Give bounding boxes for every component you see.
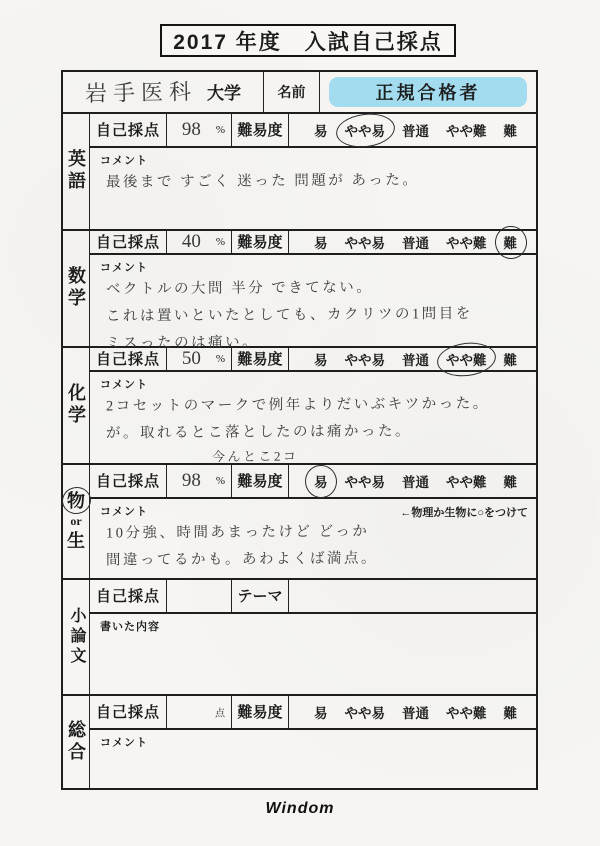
difficulty-option: 普通 — [402, 352, 429, 368]
difficulty-option: 難 — [503, 705, 517, 721]
score-cell — [167, 114, 232, 146]
subject-circled-physics: 物 — [67, 491, 85, 512]
subject-text: 総合 — [66, 719, 86, 764]
comment-insertion-handwritten: 今んとこ2コ — [211, 448, 299, 464]
subject-label-english — [63, 114, 90, 229]
difficulty-option: 易 — [314, 123, 328, 139]
score-value-handwritten: 98 — [181, 118, 201, 140]
comment-handwritten: 2コセットのマークで例年よりだいぶキツかった。 — [105, 395, 490, 415]
score-row — [90, 114, 536, 148]
difficulty-option: やや難 — [446, 235, 487, 251]
difficulty-option: 易 — [314, 705, 328, 721]
comment-label: コメント — [100, 736, 148, 749]
difficulty-option: やや難 — [446, 474, 487, 490]
self-score-label: 自己採点 — [90, 348, 167, 370]
subject-label-total — [63, 696, 90, 788]
comment-handwritten: 最後まで すごく 迷った 問題が あった。 — [105, 171, 420, 191]
result-badge: 正規合格者 — [329, 77, 527, 107]
score-unit: % — [215, 352, 225, 365]
difficulty-option: やや難 — [445, 349, 488, 369]
difficulty-option: 難 — [503, 474, 517, 490]
subject-text: 小論文 — [68, 606, 85, 667]
difficulty-label: 難易度 — [232, 231, 289, 253]
difficulty-option: 普通 — [402, 123, 429, 139]
comment-area — [90, 148, 536, 229]
page-title: 2017 年度 入試自己採点 — [160, 24, 456, 57]
score-cell — [167, 231, 232, 253]
circle-instruction-note: ←物理か生物に○をつけて — [400, 506, 528, 519]
difficulty-options — [289, 465, 536, 497]
score-row — [90, 580, 536, 614]
score-cell — [167, 465, 232, 497]
section-english — [63, 112, 536, 229]
difficulty-option: やや難 — [446, 123, 487, 139]
comment-handwritten: 10分強、時間あまったけど どっか — [105, 523, 370, 542]
scoring-form-table — [61, 70, 538, 790]
subject-biology-text: 生 — [67, 531, 85, 552]
comment-area — [90, 372, 536, 468]
difficulty-options — [289, 696, 536, 728]
written-content-area — [90, 614, 536, 694]
comment-area — [90, 730, 536, 788]
subject-label-chemistry — [63, 348, 90, 463]
score-value-handwritten: 40 — [181, 230, 201, 252]
subject-text: 数学 — [66, 266, 86, 311]
comment-handwritten: が。取れるとこ落としたのは痛かった。 — [105, 423, 413, 442]
university-suffix-label: 大学 — [207, 84, 241, 104]
comment-label: コメント — [100, 378, 148, 391]
difficulty-option: 易 — [314, 235, 328, 251]
self-score-label: 自己採点 — [90, 114, 167, 146]
difficulty-option: 易 — [314, 352, 328, 368]
difficulty-option: 難 — [503, 352, 517, 368]
difficulty-option: やや易 — [344, 235, 385, 251]
score-unit: % — [215, 123, 225, 136]
difficulty-option: 難 — [503, 232, 519, 252]
difficulty-label: 難易度 — [232, 696, 289, 728]
comment-handwritten: ベクトルの大問 半分 できてない。 — [105, 279, 374, 298]
score-row — [90, 465, 536, 499]
difficulty-option: やや易 — [344, 352, 385, 368]
score-unit: 点 — [215, 708, 225, 720]
self-score-label: 自己採点 — [90, 465, 167, 497]
comment-area — [90, 499, 536, 578]
windom-logo: Windom — [265, 800, 335, 817]
difficulty-option: やや易 — [344, 120, 387, 140]
subject-text: 化学 — [66, 383, 86, 428]
score-row — [90, 696, 536, 730]
subject-text: 英語 — [66, 149, 86, 194]
comment-handwritten: ミスったのは痛い。 — [105, 334, 260, 352]
difficulty-label: 難易度 — [232, 465, 289, 497]
difficulty-option: 難 — [503, 123, 517, 139]
section-physics-or-biology — [63, 463, 536, 578]
subject-label-essay — [63, 580, 90, 694]
comment-handwritten: 間違ってるかも。あわよくば満点。 — [105, 550, 379, 569]
difficulty-label: 難易度 — [232, 114, 289, 146]
score-value-handwritten: 50 — [181, 347, 201, 369]
score-value-handwritten: 98 — [181, 469, 201, 491]
score-cell — [167, 348, 232, 370]
difficulty-options — [289, 114, 536, 146]
score-cell-empty — [167, 580, 232, 612]
result-badge-cell — [320, 72, 536, 112]
difficulty-option: 普通 — [402, 235, 429, 251]
subject-label-physics-or-biology — [63, 465, 90, 578]
form-header-row — [63, 72, 536, 112]
section-math — [63, 229, 536, 352]
written-content-label: 書いた内容 — [100, 620, 160, 633]
self-score-label: 自己採点 — [90, 696, 167, 728]
difficulty-options — [289, 231, 536, 253]
subject-or-text: or — [70, 514, 82, 529]
section-total — [63, 694, 536, 788]
comment-handwritten: これは置いといたとしても、カクリツの1問目を — [105, 305, 473, 325]
self-score-label: 自己採点 — [90, 580, 167, 612]
difficulty-option: 易 — [313, 471, 329, 491]
score-unit: % — [215, 474, 225, 487]
score-cell-empty — [167, 696, 232, 728]
difficulty-option: やや易 — [344, 705, 385, 721]
difficulty-option: やや易 — [344, 474, 385, 490]
theme-value-empty — [289, 580, 536, 612]
comment-label: コメント — [100, 261, 148, 274]
university-name-handwritten: 岩手医科 — [84, 79, 198, 107]
difficulty-option: 普通 — [402, 705, 429, 721]
difficulty-label: 難易度 — [232, 348, 289, 370]
university-cell — [63, 72, 264, 112]
subject-label-math — [63, 231, 90, 346]
name-label-cell: 名前 — [264, 72, 320, 112]
section-chemistry — [63, 346, 536, 463]
self-score-label: 自己採点 — [90, 231, 167, 253]
comment-label: コメント — [100, 154, 148, 167]
theme-label: テーマ — [232, 580, 289, 612]
difficulty-option: 普通 — [402, 474, 429, 490]
score-row — [90, 231, 536, 255]
difficulty-option: やや難 — [446, 705, 487, 721]
section-essay — [63, 578, 536, 694]
comment-label: コメント — [100, 505, 148, 518]
score-unit: % — [215, 235, 225, 248]
